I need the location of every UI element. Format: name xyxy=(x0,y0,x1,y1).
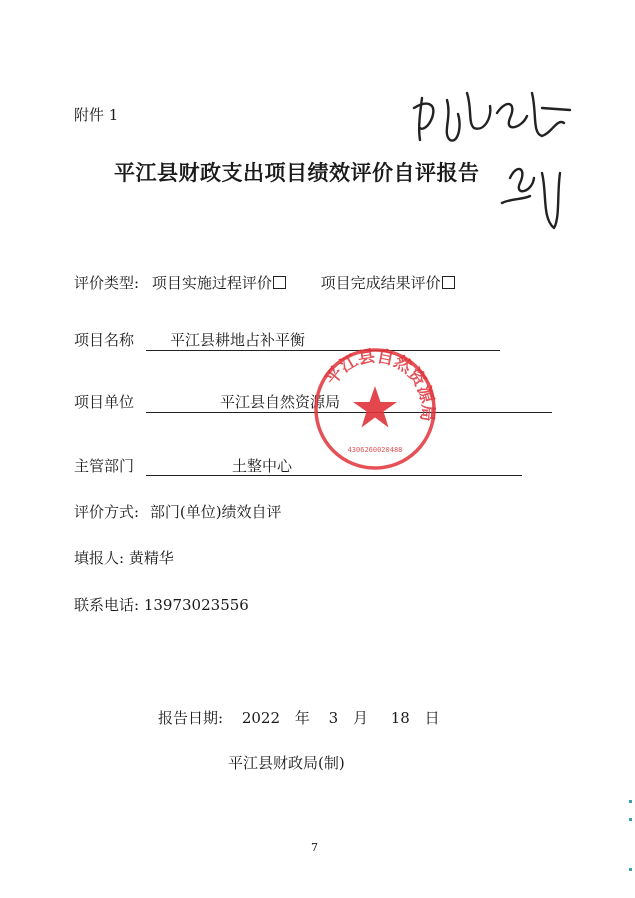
report-date-month-unit: 月 xyxy=(352,709,368,727)
seal-text: 平江县自然资源局 xyxy=(321,346,438,423)
report-date-label: 报告日期: xyxy=(158,709,224,727)
eval-method-value: 部门(单位)绩效自评 xyxy=(149,503,282,521)
phone-value: 13973023556 xyxy=(143,596,249,614)
attachment-label: 附件 1 xyxy=(74,106,119,124)
report-date-year-unit: 年 xyxy=(294,709,310,727)
filler-label: 填报人: xyxy=(74,549,125,567)
project-name-value: 平江县耕地占补平衡 xyxy=(170,331,306,349)
eval-method-row xyxy=(74,501,282,522)
scan-edge-mark xyxy=(629,868,632,871)
eval-type-option-result: 项目完成结果评价 xyxy=(320,274,441,292)
issuer: 平江县财政局(制) xyxy=(228,754,345,772)
eval-type-row xyxy=(74,272,455,293)
eval-method-label: 评价方式: xyxy=(74,503,140,521)
scan-edge-mark xyxy=(629,818,632,821)
filler-value: 黄精华 xyxy=(128,549,174,567)
page-title: 平江县财政支出项目绩效评价自评报告 xyxy=(114,161,480,185)
seal-code: 4306260020488 xyxy=(347,446,403,454)
supervisor-label: 主管部门 xyxy=(74,457,135,475)
checkbox-process xyxy=(273,276,286,289)
page-number: 7 xyxy=(311,841,318,854)
eval-type-option-process: 项目实施过程评价 xyxy=(151,274,272,292)
eval-type-label: 评价类型: xyxy=(74,274,140,292)
report-date-day: 18 xyxy=(390,709,410,727)
project-unit-value: 平江县自然资源局 xyxy=(220,393,341,411)
supervisor-underline xyxy=(146,475,522,476)
report-date-month: 3 xyxy=(328,709,339,727)
scan-edge-mark xyxy=(629,800,632,803)
checkbox-result xyxy=(442,276,455,289)
report-date-year: 2022 xyxy=(241,709,281,727)
report-date xyxy=(158,707,440,728)
project-unit-label: 项目单位 xyxy=(74,393,135,411)
filler-row xyxy=(74,547,174,568)
phone-row xyxy=(74,594,249,615)
report-date-day-unit: 日 xyxy=(424,709,440,727)
official-seal xyxy=(312,346,438,472)
supervisor-value: 土整中心 xyxy=(232,457,293,475)
phone-label: 联系电话: xyxy=(74,596,140,614)
project-name-label: 项目名称 xyxy=(74,331,135,349)
